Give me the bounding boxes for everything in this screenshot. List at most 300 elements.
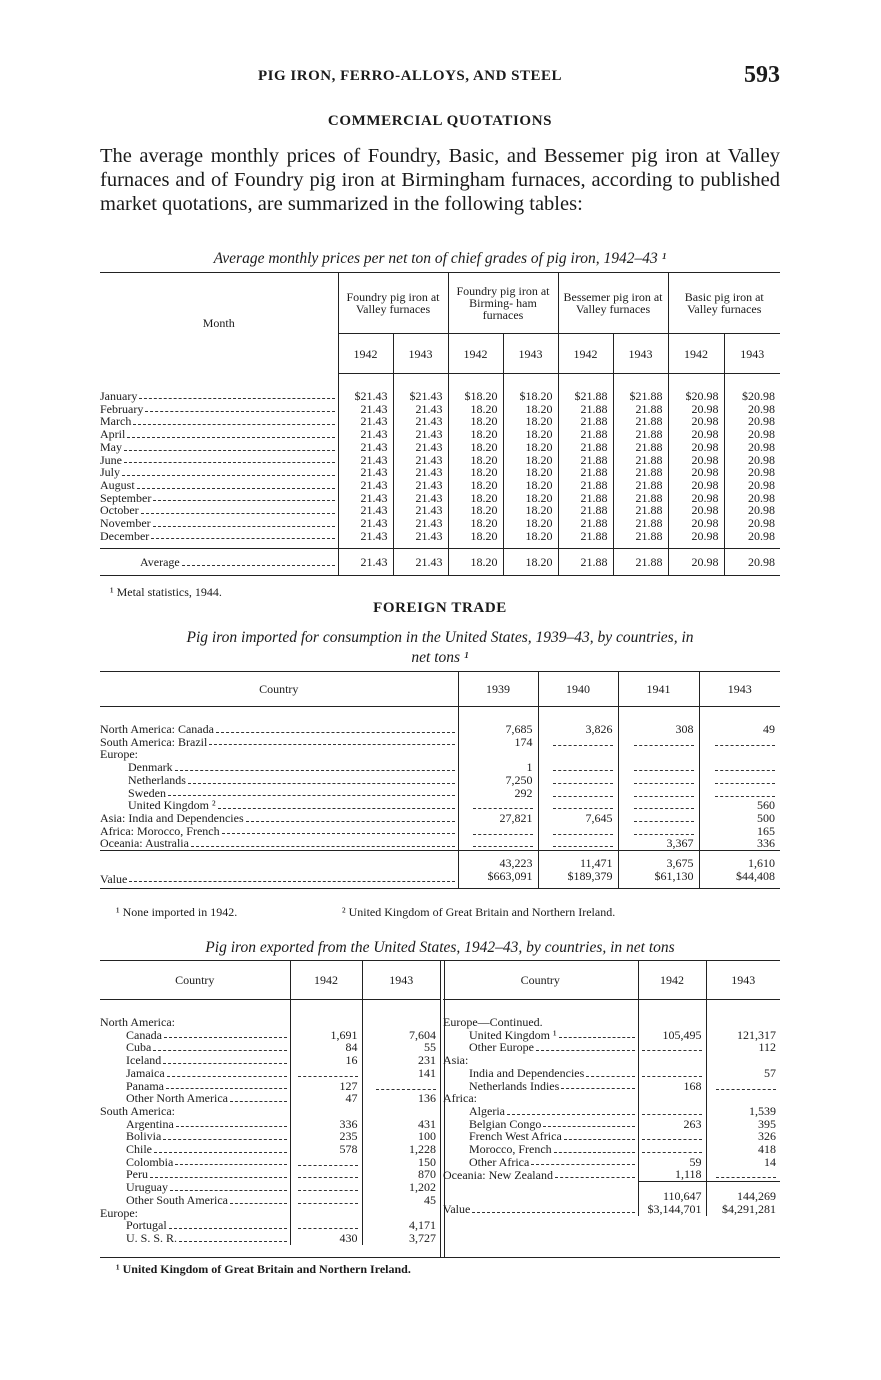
value-cell: 7,645: [538, 812, 618, 825]
price-cell: 21.43: [393, 504, 448, 517]
table2-footnote-2: ² United Kingdom of Great Britain and Northern Ireland.: [342, 905, 616, 919]
value-cell: [538, 748, 618, 761]
value-cell: 150: [362, 1156, 440, 1169]
leader-dots: [154, 1152, 287, 1153]
price-cell: 18.20: [448, 479, 503, 492]
table-row: [100, 837, 780, 850]
value-cell: 141: [362, 1067, 440, 1080]
value-cell: [638, 1000, 706, 1029]
price-cell: 20.98: [668, 479, 724, 492]
month-label: July: [100, 465, 121, 480]
table-row: [100, 530, 780, 549]
country-label-cell: [100, 1143, 290, 1156]
value-cell: [618, 812, 699, 825]
country-label-cell: [100, 761, 458, 774]
price-cell: 18.20: [503, 466, 558, 479]
value-cell: 59: [638, 1156, 706, 1169]
empty-dash: [473, 846, 533, 847]
month-label: October: [100, 503, 139, 518]
value-cell: 231: [362, 1054, 440, 1067]
table3-footnote: ¹ United Kingdom of Great Britain and Northern Ireland.: [116, 1262, 411, 1276]
leader-dots: [175, 770, 455, 771]
year-header: 1942: [668, 334, 724, 374]
price-cell: 20.98: [724, 415, 780, 428]
month-label-cell: [100, 530, 338, 549]
table-row: [100, 517, 780, 530]
leader-dots: [564, 1139, 635, 1140]
value-cell: 57: [706, 1067, 780, 1080]
value-cell: 431: [362, 1118, 440, 1131]
leader-dots: [191, 846, 455, 847]
price-cell: 20.98: [724, 428, 780, 441]
table-row: [100, 736, 780, 749]
intro-paragraph: The average monthly prices of Foundry, Basic, and Bessemer pig iron at Valley furnaces and of Foundry pig iron at Birmingham furnaces, according to published market quotations, are summarized in the following tables:: [100, 145, 780, 215]
blank-cell: [100, 851, 458, 870]
month-label-wrap: [100, 441, 338, 454]
country-label-wrap: [443, 1054, 638, 1067]
country-label-wrap: [469, 1143, 638, 1156]
empty-dash: [553, 808, 613, 809]
price-cell: 21.43: [393, 454, 448, 467]
value-cell: 100: [362, 1130, 440, 1143]
country-label: Africa:: [443, 1091, 477, 1106]
leader-dots: [166, 1088, 287, 1089]
value-cell: 165: [699, 825, 780, 838]
table-row: [100, 1054, 440, 1067]
leader-dots: [182, 565, 335, 566]
month-label: May: [100, 439, 122, 454]
price-cell: 20.98: [668, 441, 724, 454]
country-label: Asia: India and Dependencies: [100, 810, 244, 825]
month-label-cell: [100, 517, 338, 530]
price-cell: 18.20: [503, 441, 558, 454]
value-cell: [538, 761, 618, 774]
country-label-cell: [100, 1232, 290, 1245]
country-label: South America:: [100, 1103, 175, 1118]
value-cell: [706, 1000, 780, 1029]
month-label: September: [100, 490, 152, 505]
value-cell: [290, 1168, 362, 1181]
month-label: January: [100, 388, 138, 403]
price-cell: 21.88: [558, 549, 613, 576]
country-label-cell: [443, 1041, 638, 1054]
price-cell: 20.98: [668, 428, 724, 441]
price-cell: 21.43: [393, 517, 448, 530]
country-label-cell: [100, 812, 458, 825]
price-cell: 18.20: [448, 504, 503, 517]
value-cell: 326: [706, 1130, 780, 1143]
value-cell: [618, 774, 699, 787]
value-cell: [538, 837, 618, 850]
value-cell: [290, 1105, 362, 1118]
country-label-wrap: [126, 1143, 290, 1156]
value-cell: 418: [706, 1143, 780, 1156]
year-header: 1942: [558, 334, 613, 374]
country-label-wrap: [126, 1181, 290, 1194]
price-cell: 21.43: [393, 549, 448, 576]
table-row: [100, 1181, 440, 1194]
country-label: Denmark: [128, 760, 173, 775]
price-cell: 21.88: [558, 415, 613, 428]
price-cell: 18.20: [448, 415, 503, 428]
table1-monthly-prices: [100, 272, 780, 576]
country-label: Africa: Morocco, French: [100, 823, 220, 838]
leader-dots: [230, 1101, 287, 1102]
price-cell: 21.43: [338, 403, 393, 416]
empty-dash: [298, 1190, 358, 1191]
value-cell: [706, 1054, 780, 1067]
country-label-cell: [100, 837, 458, 850]
value-cell: 1,202: [362, 1181, 440, 1194]
country-label: Oceania: New Zealand: [443, 1167, 553, 1182]
value-cell: 870: [362, 1168, 440, 1181]
empty-dash: [473, 808, 533, 809]
price-cell: 18.20: [503, 492, 558, 505]
price-cell: 21.88: [613, 479, 668, 492]
table-row: [100, 1143, 440, 1156]
price-cell: 21.43: [338, 415, 393, 428]
country-label: Colombia: [126, 1154, 174, 1169]
table-row: [100, 374, 780, 403]
group-header: Foundry pig iron at Valley furnaces: [338, 273, 448, 334]
empty-dash: [716, 1089, 776, 1090]
price-cell: 21.43: [393, 415, 448, 428]
price-cell: 21.43: [393, 479, 448, 492]
month-header: Month: [202, 316, 235, 331]
price-cell: 21.43: [338, 504, 393, 517]
country-label-wrap: [100, 736, 458, 749]
price-cell: 21.88: [558, 466, 613, 479]
month-label: December: [100, 528, 150, 543]
value-cell: [458, 748, 538, 761]
value-cell: $3,144,701: [638, 1203, 706, 1216]
price-cell: 18.20: [448, 530, 503, 549]
price-cell: 21.43: [338, 517, 393, 530]
value-cell: 3,826: [538, 707, 618, 736]
year-header: 1941: [618, 672, 699, 707]
price-cell: 21.88: [558, 504, 613, 517]
leader-dots: [139, 398, 334, 399]
value-cell: [290, 1207, 362, 1220]
table-row: [443, 1105, 780, 1118]
table-row: [443, 1054, 780, 1067]
price-cell: 20.98: [668, 403, 724, 416]
country-label-cell: [100, 1067, 290, 1080]
value-cell: [290, 1181, 362, 1194]
country-label: Iceland: [126, 1053, 162, 1068]
value-cell: [538, 736, 618, 749]
value-cell: [638, 1092, 706, 1105]
value-cell: [538, 787, 618, 800]
leader-dots: [169, 1228, 287, 1229]
empty-dash: [634, 783, 694, 784]
price-cell: 21.43: [393, 403, 448, 416]
empty-dash: [298, 1228, 358, 1229]
country-label: Canada: [126, 1027, 162, 1042]
leader-dots: [137, 488, 335, 489]
country-label: Uruguay: [126, 1180, 168, 1195]
value-cell: 1,691: [290, 1029, 362, 1042]
year-header: 1943: [699, 672, 780, 707]
country-label-wrap: [128, 761, 458, 774]
value-cell: 121,317: [706, 1029, 780, 1042]
price-cell: 18.20: [503, 403, 558, 416]
value-cell: [618, 761, 699, 774]
total-cell: 110,647: [638, 1182, 706, 1203]
month-label-cell: [100, 415, 338, 428]
leader-dots: [559, 1037, 635, 1038]
leader-dots: [507, 1114, 635, 1115]
month-label-cell: [100, 454, 338, 467]
value-cell: 235: [290, 1130, 362, 1143]
country-label-cell: [443, 1168, 638, 1181]
empty-dash: [634, 808, 694, 809]
year-header: 1940: [538, 672, 618, 707]
country-label-cell: [100, 1181, 290, 1194]
section-heading-commercial: COMMERCIAL QUOTATIONS: [327, 113, 553, 129]
table-row: [100, 748, 780, 761]
blank-cell: [443, 1182, 638, 1203]
leader-dots: [531, 1164, 634, 1165]
price-cell: $21.88: [558, 374, 613, 403]
price-cell: 21.88: [613, 428, 668, 441]
country-label-cell: [443, 1000, 638, 1029]
month-label-cell: [100, 479, 338, 492]
price-cell: 18.20: [448, 549, 503, 576]
price-cell: 20.98: [668, 492, 724, 505]
country-label-cell: [443, 1105, 638, 1118]
value-cell: [706, 1168, 780, 1181]
month-label-wrap: [100, 479, 338, 492]
price-cell: 21.43: [338, 492, 393, 505]
leader-dots: [230, 1203, 287, 1204]
table-row: [100, 1067, 440, 1080]
total-row: [100, 851, 780, 870]
table-row: [443, 1000, 780, 1029]
table-row: [443, 1067, 780, 1080]
country-label: South America: Brazil: [100, 734, 208, 749]
value-label-cell: [443, 1203, 638, 1216]
value-cell: 292: [458, 787, 538, 800]
leader-dots: [216, 732, 455, 733]
total-cell: 43,223: [458, 851, 538, 870]
table2-caption-line2: net tons ¹: [411, 649, 469, 666]
country-label: Europe:: [100, 747, 138, 762]
value-cell: 578: [290, 1143, 362, 1156]
price-cell: 18.20: [503, 479, 558, 492]
month-label-cell: [100, 466, 338, 479]
price-cell: 21.43: [393, 428, 448, 441]
month-label-cell: [100, 374, 338, 403]
value-cell: [290, 1156, 362, 1169]
price-cell: 18.20: [448, 428, 503, 441]
month-label-wrap: [100, 517, 338, 530]
table2-caption-line1: Pig iron imported for consumption in the United States, 1939–43, by countries, in: [186, 629, 694, 646]
value-cell: [618, 799, 699, 812]
empty-dash: [553, 783, 613, 784]
empty-dash: [642, 1050, 702, 1051]
value-cell: $61,130: [618, 870, 699, 889]
table-row: [100, 1232, 440, 1245]
country-label-cell: [100, 736, 458, 749]
price-cell: 20.98: [724, 479, 780, 492]
value-cell: 55: [362, 1041, 440, 1054]
country-label-wrap: [469, 1067, 638, 1080]
price-cell: 20.98: [668, 530, 724, 549]
year-header: 1942: [290, 961, 362, 1000]
price-cell: $20.98: [724, 374, 780, 403]
leader-dots: [153, 1050, 286, 1051]
total-cell: 144,269: [706, 1182, 780, 1203]
month-label-wrap: [100, 415, 338, 428]
price-cell: 18.20: [448, 466, 503, 479]
price-cell: 20.98: [724, 403, 780, 416]
empty-dash: [634, 770, 694, 771]
empty-dash: [553, 770, 613, 771]
table-row: [100, 479, 780, 492]
table2-imports: [100, 671, 780, 889]
price-cell: 21.43: [393, 530, 448, 549]
value-cell: 105,495: [638, 1029, 706, 1042]
country-label-wrap: [128, 774, 458, 787]
price-cell: 20.98: [668, 466, 724, 479]
country-label: Other Africa: [469, 1154, 530, 1169]
empty-dash: [715, 745, 775, 746]
empty-dash: [716, 1177, 776, 1178]
empty-dash: [715, 796, 775, 797]
leader-dots: [127, 437, 334, 438]
year-header: 1942: [638, 961, 706, 1000]
country-label: Argentina: [126, 1116, 174, 1131]
value-cell: $4,291,281: [706, 1203, 780, 1216]
value-cell: 84: [290, 1041, 362, 1054]
price-cell: 18.20: [448, 441, 503, 454]
country-label-wrap: [469, 1105, 638, 1118]
price-cell: 18.20: [448, 517, 503, 530]
empty-dash: [634, 796, 694, 797]
month-label: November: [100, 516, 151, 531]
country-label-wrap: [126, 1067, 290, 1080]
country-label: Peru: [126, 1167, 148, 1182]
price-cell: 21.88: [613, 530, 668, 549]
price-cell: 21.88: [558, 530, 613, 549]
price-cell: 21.88: [613, 415, 668, 428]
price-cell: 21.88: [558, 517, 613, 530]
value-cell: 1,118: [638, 1168, 706, 1181]
price-cell: 21.88: [613, 403, 668, 416]
value-cell: $44,408: [699, 870, 780, 889]
value-cell: 168: [638, 1080, 706, 1093]
month-label: February: [100, 401, 144, 416]
leader-dots: [472, 1212, 634, 1213]
value-cell: [699, 774, 780, 787]
leader-dots: [133, 424, 334, 425]
country-label-wrap: [443, 1169, 638, 1182]
leader-dots: [124, 462, 335, 463]
value-cell: 49: [699, 707, 780, 736]
value-cell: 4,171: [362, 1219, 440, 1232]
value-cell: [618, 748, 699, 761]
leader-dots: [129, 881, 454, 882]
value-cell: [290, 1194, 362, 1207]
month-label-wrap: [100, 390, 338, 403]
value-cell: 112: [706, 1041, 780, 1054]
country-label: French West Africa: [469, 1129, 562, 1144]
country-label: North America: Canada: [100, 722, 214, 736]
value-cell: [638, 1143, 706, 1156]
value-label: Value: [100, 871, 128, 886]
table-row: [443, 1041, 780, 1054]
country-label: Other South America: [126, 1192, 228, 1207]
country-header: Country: [100, 961, 290, 1000]
value-cell: 27,821: [458, 812, 538, 825]
country-label-wrap: [126, 1054, 290, 1067]
country-label-cell: [100, 1105, 290, 1118]
country-label: United Kingdom ¹: [469, 1027, 557, 1042]
value-cell: 136: [362, 1092, 440, 1105]
value-cell: 174: [458, 736, 538, 749]
value-row: [100, 870, 780, 889]
leader-dots: [124, 450, 335, 451]
value-cell: [618, 736, 699, 749]
month-label-cell: [100, 428, 338, 441]
price-cell: $21.43: [338, 374, 393, 403]
value-cell: 336: [290, 1118, 362, 1131]
price-cell: 18.20: [503, 504, 558, 517]
year-header: 1943: [706, 961, 780, 1000]
month-label-wrap: [100, 454, 338, 467]
empty-dash: [553, 846, 613, 847]
value-cell: 14: [706, 1156, 780, 1169]
value-cell: 336: [699, 837, 780, 850]
price-cell: 18.20: [503, 530, 558, 549]
country-label-wrap: [100, 1016, 290, 1029]
price-cell: 21.88: [558, 441, 613, 454]
value-cell: 7,604: [362, 1029, 440, 1042]
leader-dots: [122, 475, 334, 476]
empty-dash: [642, 1139, 702, 1140]
value-cell: [638, 1067, 706, 1080]
table-row: [443, 1080, 780, 1093]
leader-dots: [167, 1076, 287, 1077]
year-header: 1943: [613, 334, 668, 374]
value-cell: [538, 825, 618, 838]
month-label-wrap: [100, 403, 338, 416]
average-label: Average: [140, 555, 180, 570]
value-cell: [362, 1105, 440, 1118]
price-cell: 20.98: [724, 530, 780, 549]
value-label-wrap: [100, 873, 458, 886]
value-cell: [699, 736, 780, 749]
value-cell: 7,685: [458, 707, 538, 736]
month-label: August: [100, 477, 135, 492]
price-cell: 21.43: [338, 428, 393, 441]
year-header: 1942: [338, 334, 393, 374]
price-cell: $18.20: [448, 374, 503, 403]
country-label: United Kingdom ²: [128, 798, 216, 813]
price-cell: 18.20: [503, 415, 558, 428]
value-cell: [638, 1105, 706, 1118]
table-row: [100, 812, 780, 825]
empty-dash: [298, 1177, 358, 1178]
country-label-cell: [443, 1054, 638, 1067]
price-cell: 20.98: [668, 504, 724, 517]
leader-dots: [222, 833, 455, 834]
country-label-cell: [100, 1054, 290, 1067]
month-label-wrap: [100, 466, 338, 479]
empty-dash: [642, 1114, 702, 1115]
price-cell: 18.20: [448, 403, 503, 416]
